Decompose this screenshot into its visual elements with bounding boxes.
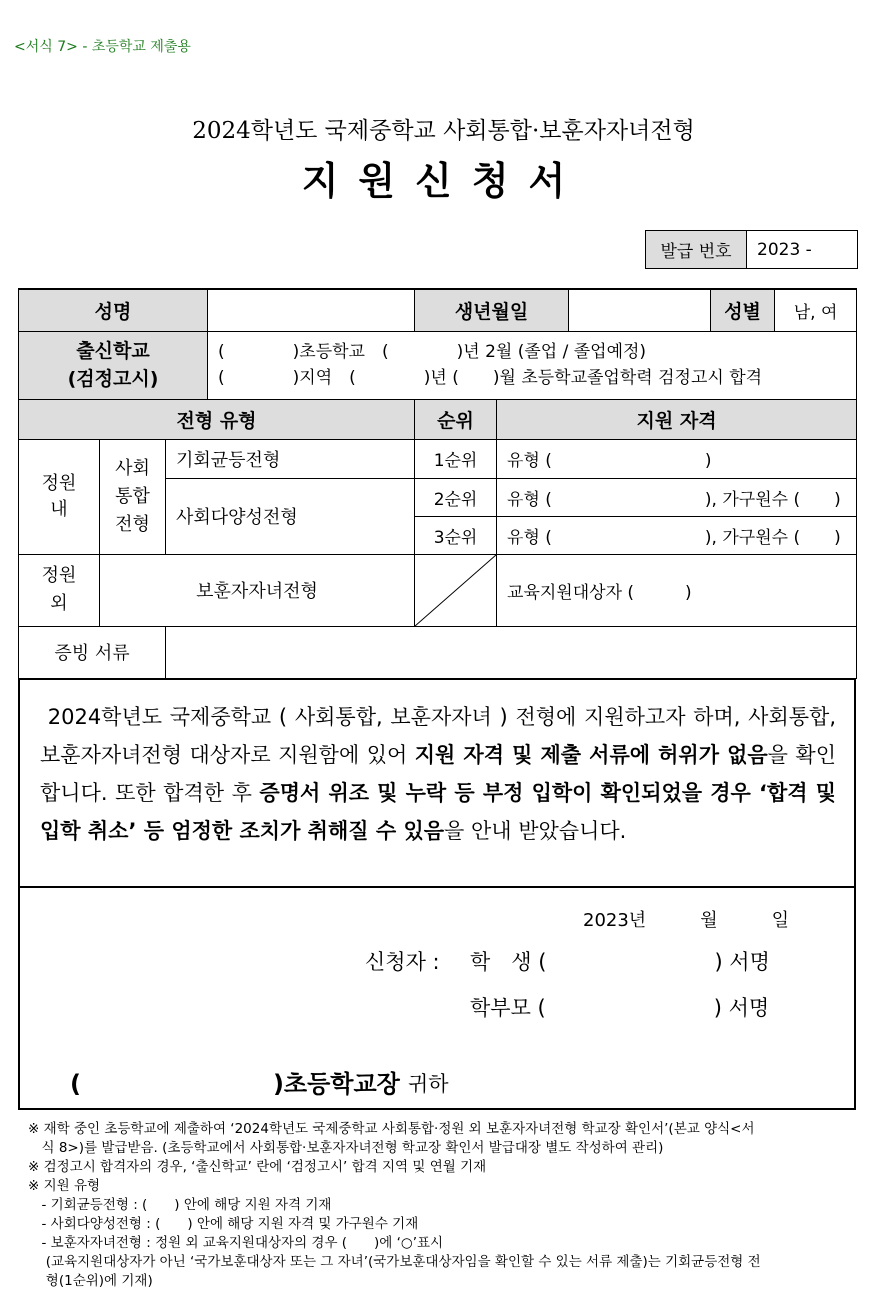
note-line: 형(1순위)에 기재): [28, 1273, 153, 1289]
issue-number-field[interactable]: 2023 -: [757, 239, 812, 260]
gender-field[interactable]: 남, 여: [775, 289, 857, 331]
qualification-3-field[interactable]: 유형 ( ), 가구원수 ( ): [497, 516, 857, 554]
form-number-label: <서식 7> - 초등학교 제출용: [14, 39, 191, 55]
school-field[interactable]: [208, 331, 857, 399]
quota-out-label: 정원 외: [19, 554, 100, 626]
statement-bold-1: 지원 자격 및 제출 서류에 허위가 없음: [414, 743, 768, 767]
rank-3: 3순위: [415, 516, 497, 554]
note-line: - 사회다양성전형 : ( ) 안에 해당 지원 자격 및 가구원수 기재: [28, 1216, 419, 1232]
school-line1: ( )초등학교 ( )년 2월 (졸업 / 졸업예정): [218, 342, 647, 362]
notes-section: [28, 1120, 868, 1291]
note-line: (교육지원대상자가 아닌 ‘국가보훈대상자 또는 그 자녀’(국가보훈대상자임을 확인할 수 있는 서류 제출)는 기회균등전형 전: [28, 1254, 761, 1270]
issue-number-label: 발급 번호: [646, 231, 747, 268]
signature-section: [18, 888, 856, 1110]
parent-signature-field[interactable]: 학부모 ( ) 서명: [470, 996, 770, 1020]
quota-in-label: 정원 내: [19, 439, 100, 554]
note-line: ※ 지원 유형: [28, 1178, 101, 1194]
birthdate-field[interactable]: [569, 289, 711, 331]
name-field[interactable]: [208, 289, 415, 331]
note-line: 식 8>)를 발급받음. (초등학교에서 사회통합·보훈자자녀전형 학교장 확인서 발급대장 별도 작성하여 관리): [28, 1140, 664, 1156]
date-field[interactable]: 2023년 월 일: [583, 910, 789, 931]
form-title-line1: 2024학년도 국제중학교 사회통합·보훈자자녀전형: [192, 118, 695, 144]
rank-1: 1순위: [415, 439, 497, 478]
statement-bold-2: 증명서 위조 및 누락 등 부정 입학이 확인되었을 경우 ‘합격 및 입학 취소’ 등 엄정한 조치가 취해질 수 있음: [40, 781, 836, 843]
school-line2: ( )지역 ( )년 ( )월 초등학교졸업학력 검정고시 합격: [218, 368, 763, 388]
diagonal-line: [415, 555, 496, 626]
opportunity-type: 기회균등전형: [166, 439, 415, 478]
veteran-qualification-field[interactable]: 교육지원대상자 ( ): [497, 554, 857, 626]
social-integration-label: 사회 통합 전형: [100, 439, 166, 554]
statement-text-3: 을 안내 받았습니다.: [444, 819, 627, 843]
addressee-suffix: 귀하: [408, 1072, 449, 1096]
documents-field[interactable]: [166, 626, 857, 678]
statement-text-2: 을 확인합니다. 또한 합격한 후: [40, 743, 836, 805]
name-label: 성명: [19, 289, 208, 331]
school-label-line2: (검정고시): [67, 368, 159, 390]
veteran-type: 보훈자자녀전형: [100, 554, 415, 626]
school-label: [19, 331, 208, 399]
note-line: - 기회균등전형 : ( ) 안에 해당 지원 자격 기재: [28, 1197, 332, 1213]
applicant-label: 신청자 :: [365, 950, 440, 974]
school-label-line1: 출신학교: [76, 340, 150, 362]
application-table: [18, 288, 857, 679]
qualification-1-field[interactable]: 유형 ( ): [497, 439, 857, 478]
documents-label: 증빙 서류: [19, 626, 166, 678]
form-title-main: 지원신청서: [301, 158, 586, 203]
header-qualification: 지원 자격: [497, 399, 857, 439]
issue-number-box: [645, 230, 858, 269]
note-line: - 보훈자자녀전형 : 정원 외 교육지원대상자의 경우 ( )에 ‘○’표시: [28, 1235, 444, 1251]
qualification-2-field[interactable]: 유형 ( ), 가구원수 ( ): [497, 478, 857, 516]
statement-paragraph: [18, 678, 856, 888]
birthdate-label: 생년월일: [415, 289, 569, 331]
note-line: ※ 검정고시 합격자의 경우, ‘출신학교’ 란에 ‘검정고시’ 합격 지역 및 연월 기재: [28, 1159, 487, 1175]
header-type: 전형 유형: [19, 399, 415, 439]
statement-text-1: 2024학년도 국제중학교 ( 사회통합, 보훈자자녀 ) 전형에 지원하고자 하며, 사회통합, 보훈자자녀전형 대상자로 지원함에 있어: [40, 705, 836, 767]
principal-field[interactable]: ( )초등학교장: [70, 1070, 400, 1098]
header-rank: 순위: [415, 399, 497, 439]
diversity-type: 사회다양성전형: [166, 478, 415, 554]
rank-none-cell: [415, 554, 497, 626]
note-line: ※ 재학 중인 초등학교에 제출하여 ‘2024학년도 국제중학교 사회통합·정원 외 보훈자자녀전형 학교장 확인서’(본교 양식<서: [28, 1121, 755, 1137]
student-signature-field[interactable]: 학 생 ( ) 서명: [470, 950, 770, 974]
gender-label: 성별: [711, 289, 775, 331]
rank-2: 2순위: [415, 478, 497, 516]
